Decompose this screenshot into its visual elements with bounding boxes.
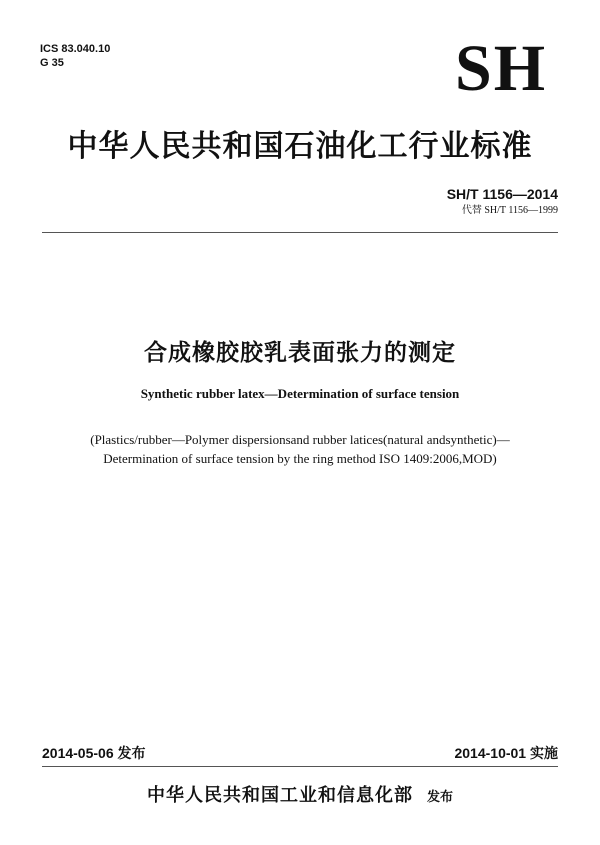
- standard-number: SH/T 1156—2014: [446, 186, 558, 202]
- header-divider: [42, 232, 558, 233]
- chinese-title: 合成橡胶胶乳表面张力的测定: [144, 340, 456, 366]
- modification-line-1: (Plastics/rubber—Polymer dispersionsand rubber latices(natural andsynthetic)—: [90, 432, 510, 447]
- modification-note: [40, 430, 560, 468]
- issuer-name: 中华人民共和国工业和信息化部: [146, 785, 413, 806]
- english-title: Synthetic rubber latex—Determination of surface tension: [140, 386, 460, 401]
- footer-divider: [42, 766, 558, 767]
- sh-logo: SH: [455, 32, 548, 105]
- replaces-note: 代替 SH/T 1156—1999: [461, 205, 558, 216]
- classification-codes: [40, 42, 110, 70]
- implement-date: 2014-10-01 实施: [454, 745, 558, 761]
- issuer-line: [0, 784, 600, 810]
- standard-title: 中华人民共和国石油化工行业标准: [67, 129, 533, 164]
- modification-line-2: Determination of surface tension by the ring method ISO 1409:2006,MOD): [103, 451, 497, 466]
- ics-code: ICS 83.040.10: [40, 43, 111, 55]
- issuer-tag: 发布: [426, 790, 453, 805]
- issue-date: 2014-05-06 发布: [42, 745, 146, 761]
- ccs-code: G 35: [40, 57, 64, 69]
